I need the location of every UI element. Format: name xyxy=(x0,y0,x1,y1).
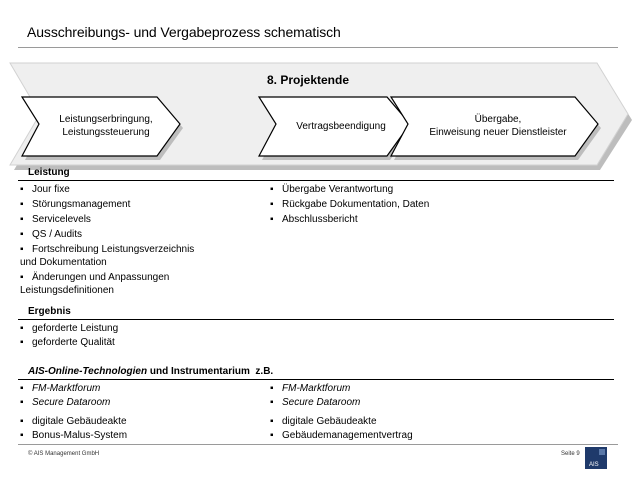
bullet-icon: ▪ xyxy=(20,272,24,283)
bullet-icon: ▪ xyxy=(20,416,24,427)
bullet-icon: ▪ xyxy=(270,184,274,195)
chevron-3-line1: Übergabe, xyxy=(474,114,522,125)
list-item: ▪ geforderte Qualität xyxy=(20,337,115,348)
logo-text: AIS xyxy=(589,462,599,468)
process-banner xyxy=(0,0,638,175)
tech-right-list xyxy=(270,383,413,442)
bullet-icon: ▪ xyxy=(270,199,274,210)
page-title: Ausschreibungs- und Vergabeprozess schematisch xyxy=(27,24,341,40)
bullet-icon: ▪ xyxy=(270,430,274,441)
list-item: ▪ Bonus-Malus-System xyxy=(20,430,128,441)
list-item: ▪ Servicelevels xyxy=(20,214,91,225)
list-item: ▪ FM-Marktforum xyxy=(20,383,101,394)
bullet-icon: ▪ xyxy=(270,214,274,225)
list-item: ▪ Gebäudemanagementvertrag xyxy=(270,430,413,441)
list-item: ▪ Übergabe Verantwortung xyxy=(270,184,394,195)
stage-title: 8. Projektende xyxy=(266,73,350,87)
list-item: ▪ Änderungen und Anpassungen xyxy=(20,272,170,283)
ergebnis-heading: Ergebnis xyxy=(28,306,71,317)
list-item: ▪ Fortschreibung Leistungsverzeichnis xyxy=(20,244,195,255)
bullet-icon: ▪ xyxy=(20,214,24,225)
bullet-icon: ▪ xyxy=(20,323,24,334)
bullet-icon: ▪ xyxy=(20,397,24,408)
bullet-icon: ▪ xyxy=(20,229,24,240)
list-item: ▪ Störungsmanagement xyxy=(20,199,131,210)
list-item: ▪ geforderte Leistung xyxy=(20,323,119,334)
tech-divider xyxy=(18,379,614,380)
leistung-right-list xyxy=(270,184,429,226)
tech-heading: AIS-Online-Technologien und Instrumentarium z.B. xyxy=(28,366,274,377)
list-item-continuation: und Dokumentation xyxy=(20,257,107,268)
bullet-icon: ▪ xyxy=(20,199,24,210)
chevron-2-label: Vertragsbeendigung xyxy=(296,121,386,132)
footer-divider xyxy=(18,444,618,445)
bullet-icon: ▪ xyxy=(270,383,274,394)
ergebnis-list xyxy=(20,323,118,349)
list-item: ▪ digitale Gebäudeakte xyxy=(20,416,127,427)
chevron-3-line2: Einweisung neuer Dienstleister xyxy=(429,127,567,138)
ergebnis-divider xyxy=(18,319,614,320)
leistung-left-list xyxy=(20,184,194,297)
list-item: ▪ FM-Marktforum xyxy=(270,383,351,394)
ais-logo-icon xyxy=(585,447,607,469)
list-item: ▪ Abschlussbericht xyxy=(270,214,358,225)
list-item: ▪ Secure Dataroom xyxy=(270,397,361,408)
bullet-icon: ▪ xyxy=(20,430,24,441)
list-item: ▪ Jour fixe xyxy=(20,184,70,195)
list-item: ▪ digitale Gebäudeakte xyxy=(270,416,377,427)
leistung-heading: Leistung xyxy=(28,167,70,178)
chevron-1-line1: Leistungserbringung, xyxy=(59,114,153,125)
footer-copyright: © AIS Management GmbH xyxy=(28,451,100,457)
bullet-icon: ▪ xyxy=(20,184,24,195)
leistung-divider xyxy=(18,180,614,181)
bullet-icon: ▪ xyxy=(20,244,24,255)
tech-left-list xyxy=(20,383,127,442)
list-item-continuation: Leistungsdefinitionen xyxy=(20,285,114,296)
bullet-icon: ▪ xyxy=(20,383,24,394)
list-item: ▪ QS / Audits xyxy=(20,229,83,240)
bullet-icon: ▪ xyxy=(270,416,274,427)
list-item: ▪ Rückgabe Dokumentation, Daten xyxy=(270,199,430,210)
footer-page-number: Seite 9 xyxy=(561,451,580,457)
list-item: ▪ Secure Dataroom xyxy=(20,397,111,408)
bullet-icon: ▪ xyxy=(270,397,274,408)
chevron-1-line2: Leistungssteuerung xyxy=(62,127,150,138)
bullet-icon: ▪ xyxy=(20,337,24,348)
